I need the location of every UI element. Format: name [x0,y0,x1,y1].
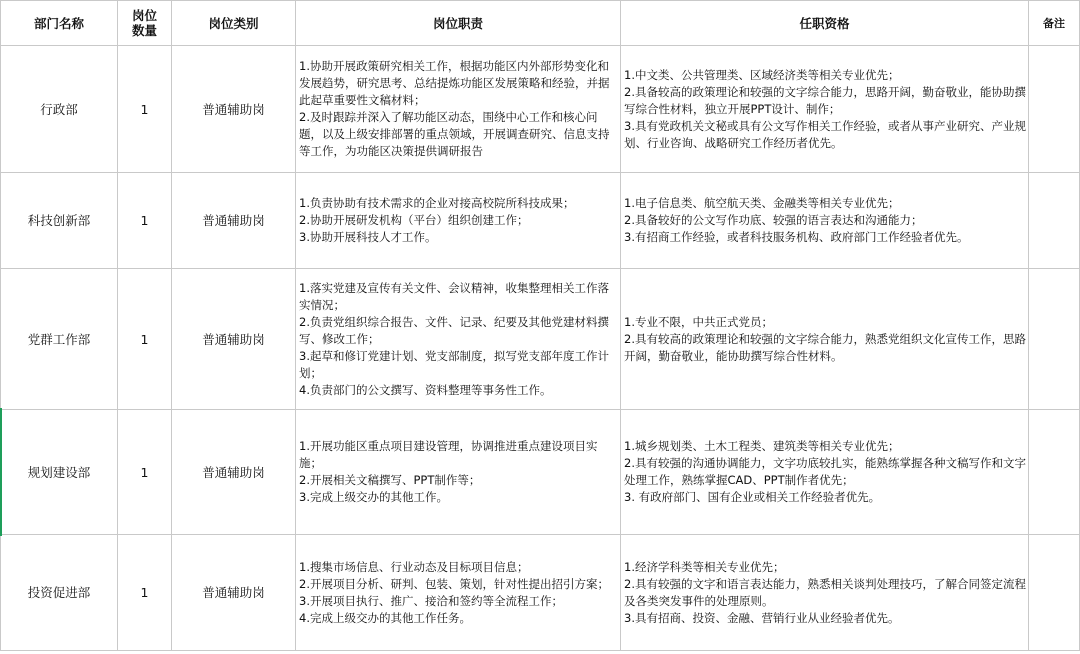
count-cell: 1 [118,269,172,410]
header-duty: 岗位职责 [296,1,621,46]
duty-line: 1.落实党建及宣传有关文件、会议精神，收集整理相关工作落实情况； [299,280,609,312]
qualification-line: 3.具有党政机关文秘或具有公文写作相关工作经验，或者从事产业研究、产业规划、行业咨询、战略研究工作经历者优先。 [624,118,1026,150]
qualification-cell [621,410,1029,535]
duty-line: 2.开展项目分析、研判、包装、策划，针对性提出招引方案； [299,576,609,591]
header-count [118,1,172,46]
header-type: 岗位类别 [172,1,296,46]
duty-line: 2.开展相关文稿撰写、PPT制作等； [299,473,481,487]
header-qualification: 任职资格 [621,1,1029,46]
qualification-cell [621,46,1029,173]
qualification-line: 1.经济学科类等相关专业优先； [624,559,785,574]
note-cell [1029,410,1080,535]
header-dept: 部门名称 [1,1,118,46]
type-cell: 普通辅助岗 [172,269,296,410]
duty-line: 3.起草和修订党建计划、党支部制度，拟写党支部年度工作计划； [299,348,609,380]
qualification-line: 2.具有较高的政策理论和较强的文字综合能力，熟悉党组织文化宣传工作，思路开阔，勤奋敬业，能协助撰写综合性材料。 [624,331,1026,363]
type-cell: 普通辅助岗 [172,535,296,651]
duty-cell [296,410,621,535]
type-cell: 普通辅助岗 [172,46,296,173]
table-row [1,535,1080,651]
header-note: 备注 [1029,1,1080,46]
qualification-line: 3.具有招商、投资、金融、营销行业从业经验者优先。 [624,610,900,625]
qualification-line: 2.具有较强的沟通协调能力，文字功底较扎实，能熟练掌握各种文稿写作和文字处理工作，熟练掌握CAD、PPT制作者优先； [624,456,1026,487]
type-cell: 普通辅助岗 [172,410,296,535]
duty-cell [296,535,621,651]
duty-line: 2.及时跟踪并深入了解功能区动态，围绕中心工作和核心问题，以及上级安排部署的重点领域，开展调查研究、信息支持等工作，为功能区决策提供调研报告 [299,110,610,158]
duty-line: 4.完成上级交办的其他工作任务。 [299,610,471,625]
duty-line: 2.协助开展研发机构（平台）组织创建工作； [299,213,529,227]
duty-line: 4.负责部门的公文撰写、资料整理等事务性工作。 [299,382,552,397]
qualification-line: 3.有招商工作经验，或者科技服务机构、政府部门工作经验者优先。 [624,230,969,244]
table-row [1,410,1080,535]
count-cell: 1 [118,410,172,535]
duty-line: 1.负责协助有技术需求的企业对接高校院所科技成果； [299,196,575,210]
duty-cell [296,269,621,410]
dept-cell: 党群工作部 [1,269,118,410]
qualification-cell [621,535,1029,651]
duty-line: 3.协助开展科技人才工作。 [299,230,437,244]
count-cell: 1 [118,173,172,269]
selection-indicator [0,408,2,536]
note-cell [1029,173,1080,269]
dept-cell: 规划建设部 [1,410,118,535]
duty-line: 1.协助开展政策研究相关工作，根据功能区内外部形势变化和发展趋势，研究思考、总结提炼功能区发展策略和经验，并据此起草重要性文稿材料； [299,59,610,107]
qualification-line: 1.专业不限，中共正式党员； [624,314,773,329]
note-cell [1029,269,1080,410]
qualification-cell [621,173,1029,269]
qualification-line: 2.具备较高的政策理论和较强的文字综合能力，思路开阔，勤奋敬业，能协助撰写综合性材料，独立开展PPT设计、制作； [624,84,1026,116]
table-row [1,46,1080,173]
dept-cell: 行政部 [1,46,118,173]
dept-cell: 科技创新部 [1,173,118,269]
duty-line: 1.开展功能区重点项目建设管理，协调推进重点建设项目实施； [299,439,598,470]
duty-cell [296,173,621,269]
duty-line: 3.开展项目执行、推广、接洽和签约等全流程工作； [299,593,563,608]
note-cell [1029,535,1080,651]
header-count-text: 岗位 数量 [131,8,157,38]
qualification-line: 1.中文类、公共管理类、区域经济类等相关专业优先； [624,67,900,82]
qualification-line: 2.具备较好的公文写作功底、较强的语言表达和沟通能力； [624,213,923,227]
qualification-line: 1.电子信息类、航空航天类、金融类等相关专业优先； [624,196,900,210]
count-cell: 1 [118,535,172,651]
duty-cell [296,46,621,173]
header-row [1,1,1080,46]
qualification-cell [621,269,1029,410]
qualification-line: 3. 有政府部门、国有企业或相关工作经验者优先。 [624,490,881,504]
duty-line: 3.完成上级交办的其他工作。 [299,490,448,504]
type-cell: 普通辅助岗 [172,173,296,269]
note-cell [1029,46,1080,173]
qualification-line: 2.具有较强的文字和语言表达能力，熟悉相关谈判处理技巧，了解合同签定流程及各类突发事件的处理原则。 [624,576,1026,608]
table-row [1,173,1080,269]
table-row [1,269,1080,410]
duty-line: 2.负责党组织综合报告、文件、记录、纪要及其他党建材料撰写、修改工作； [299,314,609,346]
count-cell: 1 [118,46,172,173]
qualification-line: 1.城乡规划类、土木工程类、建筑类等相关专业优先； [624,439,900,453]
dept-cell: 投资促进部 [1,535,118,651]
duty-line: 1.搜集市场信息、行业动态及目标项目信息； [299,559,529,574]
